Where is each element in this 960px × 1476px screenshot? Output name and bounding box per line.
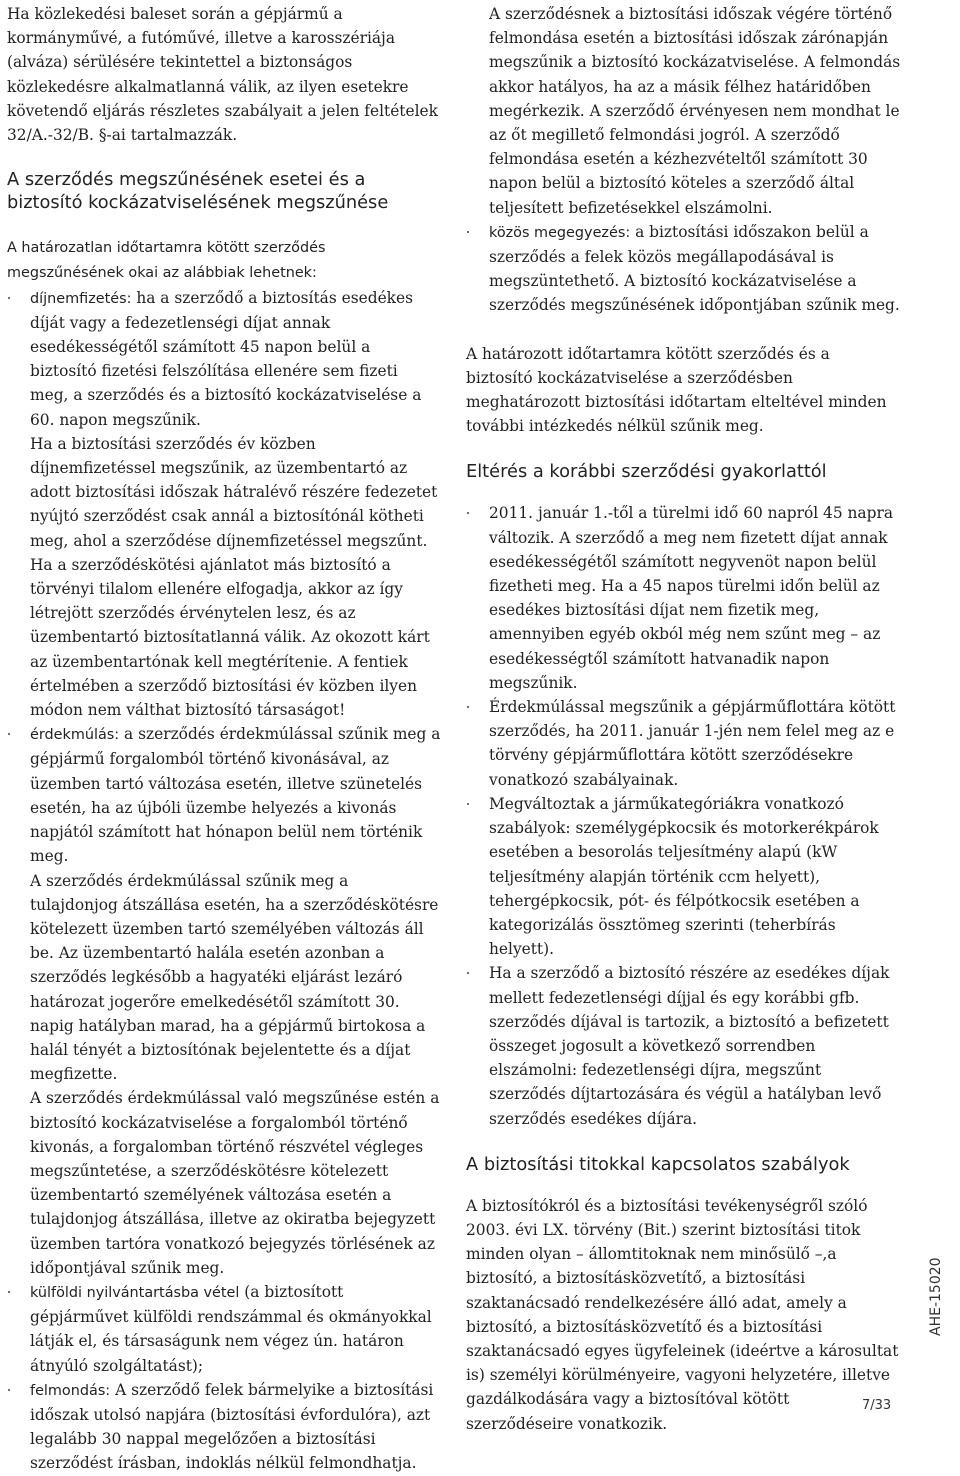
list-item-foreign-registration <box>7 1280 441 1378</box>
nonpayment-continuation: Ha a biztosítási szerződés év közben díjnemfizetéssel megszűnik, az üzembentartó az adott biztosítási időszak hátralévő részére fedezetet nyújtó szerződést csak annál a biztosítónál kötheti meg, ahol a szerződése díjnemfizetéssel megszűnt. Ha a szerződéskötési ajánlatot más biztosító a törvényi tilalom ellenére elfogadja, akkor az így létrejött szerződés érvénytelen lesz, és az üzembentartó biztosítatlanná válik. Az okozott kárt az üzembentartónak kell megtérítenie. A fentiek értelmében a szerződő biztosítási év közben ilyen módon nem válthat biztosító társaságot! <box>30 434 438 720</box>
termination-notice-text: A szerződő felek bármelyike a biztosítási időszak utolsó napjára (biztosítási évfordulóra), azt legalább 30 nappal megelőzően a biztosítási szerződést írásban, indoklás nélkül felmondhatja. <box>30 1380 434 1473</box>
list-item-mutual-agreement <box>466 220 901 318</box>
loss-of-interest-continuation-2: A szerződés érdekmúlással való megszűnése estén a biztosító kockázatviselése a forgalomból történő kivonás, a forgalomban történő részvétel végleges megszűntetése, a szerződéskötésre kötelezett üzembentartó személyének változása esetén a tulajdonjog átszállása, illetve az okiratba bejegyzett üzemben tartóra vonatkozó bejegyzés törlésének az időpontjával szűnik meg. <box>30 1089 440 1277</box>
indefinite-term-text: kötött szerződés megszűnésének okai az alábbiak lehetnek: <box>7 240 326 282</box>
list-item-termination-notice <box>7 1378 441 1476</box>
nonpayment-keyword: díjnemfizetés: <box>30 290 132 307</box>
section-heading-secrecy: A biztosítási titokkal kapcsolatos szabályok <box>466 1153 850 1175</box>
mutual-agreement-text: a biztosítási időszakon belül a szerződés a felek közös megállapodásával is megszüntethető. A biztosító kockázatviselése a szerződés megszűnésének időpontjában szűnik meg. <box>489 222 900 315</box>
loss-of-interest-text: a szerződés érdekmúlással szűnik meg a gépjármű forgalomból történő kivonásával, az üzemben tartó változása esetén, illetve szünetelés esetén, ha az újbóli üzembe helyezés a kivonás napjától számított hat hónapon belül nem történik meg. <box>30 725 441 866</box>
list-item: Ha a szerződő a biztosító részére az esedékes díjak mellett fedezetlenségi díjjal és egy korábbi gfb. szerződés díjával is tartozik, a biztosító a befizetett összeget jogosult a következő sorrendben elszámolni: fedezetlenségi díjra, megszűnt szerződés díjtartozására és végül a hatályban levő szerződés esedékes díjára. <box>466 961 901 1130</box>
indefinite-term-keyword: A határozatlan időtartamra <box>7 240 203 257</box>
nonpayment-text: ha a szerződő a biztosítás esedékes díját vagy a fedezetlenségi díjat annak esedékességétől számított 45 napon belül a biztosító fizetési felszólítása ellenére sem fizeti meg, a szerződés és a biztosító kockázatviselése a 60. napon megszűnik. <box>30 288 422 429</box>
right-column <box>466 0 901 1436</box>
foreign-registration-text: (a biztosított gépjárművet külföldi rendszámmal és okmányokkal látják el, és társaságunk nem végez ún. határon átnyúló szolgáltatást); <box>30 1282 432 1375</box>
document-code: AHE-15020 <box>928 1257 944 1336</box>
section-heading-differences: Eltérés a korábbi szerződési gyakorlattól <box>466 461 827 483</box>
list-item: 2011. január 1.-től a türelmi idő 60 napról 45 napra változik. A szerződő a meg nem fizetett díjat annak esedékességétől számított negyvenöt napon belül fizetheti meg. Ha a 45 napos türelmi időn belül az esedékes biztosítási díjat nem fizetik meg, amennyiben egyéb okból még nem szűnt meg – az esedékességtől számított hatvanadik napon megszűnik. <box>466 501 901 695</box>
fixed-term-paragraph: A határozott időtartamra kötött szerződés és a biztosító kockázatviselése a szerződésben meghatározott biztosítási időtartam elteltével minden további intézkedés nélkül szűnik meg. <box>466 344 887 436</box>
foreign-registration-keyword: külföldi nyilvántartásba vétel <box>30 1284 240 1301</box>
indefinite-term-lead <box>7 235 441 285</box>
loss-of-interest-continuation-1: A szerződés érdekmúlással szűnik meg a tulajdonjog átszállása esetén, ha a szerződéskötésre kötelezett üzemben tartó személyében változás áll be. Az üzembentartó halála esetén azonban a szerződés legkésőbb a hagyatéki eljárást lezáró határozat jogerőre emelkedésétől számított 30. napig hatályban marad, ha a gépjármű birtokosa a halál tényét a biztosítónak bejelentette és a díjat megfizette. <box>30 871 439 1084</box>
termination-notice-continuation: A szerződésnek a biztosítási időszak végére történő felmondása esetén a biztosítási időszak zárónapján megszűnik a biztosító kockázatviselése. A felmondás akkor hatályos, ha az a másik félhez határidőben megérkezik. A szerződő érvényesen nem mondhat le az őt megillető felmondási jogról. A szerződő felmondása esetén a kézhezvételtől számított 30 napon belül a biztosító köteles a szerződő által teljesített befizetésekkel elszámolni. <box>489 5 901 217</box>
list-item-loss-of-interest <box>7 722 441 868</box>
secrecy-paragraph: A biztosítókról és a biztosítási tevékenységről szóló 2003. évi LX. törvény (Bit.) szerint biztosítási titok minden olyan – állomtitoknak nem minősülő –,a biztosító, a biztosításközvetítő, a biztosítási szaktanácsadó rendelkezésére álló adat, amely a biztosító, a biztosításközvetítő és a biztosítási szaktanácsadó egyes ügyfeleinek (ideértve a károsultat is) személyi körülményeire, vagyoni helyzetére, illetve gazdálkodására vagy a biztosítóval kötött szerződéseire vonatkozik. <box>466 1196 899 1433</box>
intro-paragraph: Ha közlekedési baleset során a gépjármű a kormányművé, a futóművé, illetve a karosszériája (alváza) sérülésére tekintettel a biztonságos közlekedésre alkalmatlanná válik, az ilyen esetekre követendő eljárás részletes szabályait a jelen feltételek 32/A.-32/B. §-ai tartalmazzák. <box>7 5 438 145</box>
page-number: 7/33 <box>862 1398 892 1413</box>
list-item-nonpayment <box>7 286 441 432</box>
mutual-agreement-keyword: közös megegyezés: <box>489 224 631 241</box>
left-column <box>7 0 441 1476</box>
termination-notice-keyword: felmondás: <box>30 1382 111 1399</box>
differences-list <box>466 501 901 1130</box>
list-item: Érdekmúlással megszűnik a gépjárműflottára kötött szerződés, ha 2011. január 1-jén nem felel meg az e törvény gépjárműflottára kötött szerződésekre vonatkozó szabályainak. <box>466 695 901 792</box>
list-item: Megváltoztak a járműkategóriákra vonatkozó szabályok: személygépkocsik és motorkerékpárok esetében a besorolás teljesítmény alapú (kW teljesítmény alapján történik ccm helyett), tehergépkocsik, pót- és félpótkocsik esetében a kategorizálás össztömeg szerinti (teherbírás helyett). <box>466 792 901 961</box>
loss-of-interest-keyword: érdekmúlás: <box>30 727 120 744</box>
section-heading-termination: A szerződés megszűnésének esetei és a biztosító kockázatviselésének megszűnése <box>7 169 389 214</box>
